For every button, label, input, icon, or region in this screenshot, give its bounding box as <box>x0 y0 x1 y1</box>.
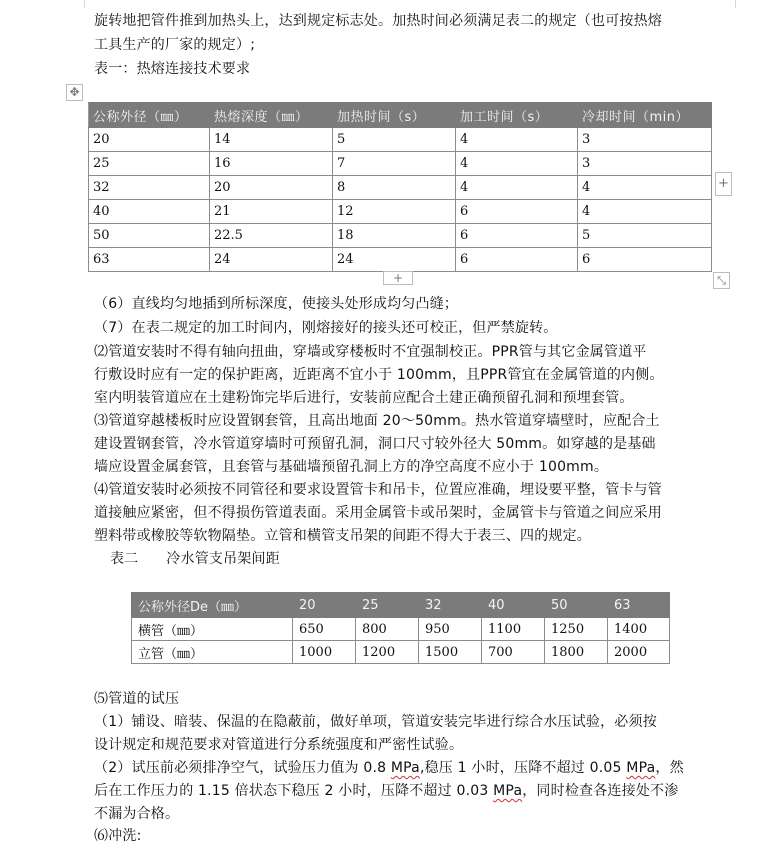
table-cell[interactable]: 22.5 <box>210 224 333 248</box>
table-resize-handle-icon[interactable]: ⤡ <box>713 272 730 289</box>
table-cell[interactable]: 1000 <box>293 641 356 664</box>
spellcheck-flagged-unit[interactable]: MPa <box>626 760 656 776</box>
table-row <box>89 248 712 272</box>
table-cell[interactable]: 6 <box>456 248 578 272</box>
text-run: ，然 <box>655 760 684 776</box>
text-run: ，同时检查各连接处不渗 <box>522 783 679 799</box>
add-row-button[interactable]: + <box>383 271 413 285</box>
table-cell[interactable]: 18 <box>333 224 456 248</box>
row-header-cell[interactable]: 横管（㎜） <box>132 618 293 641</box>
table-cell[interactable]: 5 <box>333 128 456 152</box>
hot-melt-spec-table <box>88 102 712 272</box>
column-header: 32 <box>419 593 482 618</box>
table-cell[interactable]: 1250 <box>545 618 608 641</box>
paragraph-line: 不漏为合格。 <box>94 806 180 822</box>
table-cell[interactable]: 6 <box>456 224 578 248</box>
table-row <box>132 641 670 664</box>
column-header: 加工时间（s） <box>456 103 578 128</box>
table1-caption: 表一：热熔连接技术要求 <box>94 61 251 77</box>
table-cell[interactable]: 3 <box>578 152 712 176</box>
table-cell[interactable]: 1500 <box>419 641 482 664</box>
table-cell[interactable]: 8 <box>333 176 456 200</box>
table-cell[interactable]: 21 <box>210 200 333 224</box>
table-cell[interactable]: 650 <box>293 618 356 641</box>
column-header: 20 <box>293 593 356 618</box>
paragraph-line: （6）直线均匀地插到所标深度，使接头处形成均匀凸缝； <box>94 296 459 312</box>
table-cell[interactable]: 32 <box>89 176 210 200</box>
table-move-handle-icon[interactable]: ✥ <box>66 84 83 101</box>
table-header-row <box>132 593 670 618</box>
table-cell[interactable]: 40 <box>89 200 210 224</box>
table-cell[interactable]: 63 <box>89 248 210 272</box>
column-header: 63 <box>608 593 670 618</box>
table-row <box>89 176 712 200</box>
table-row <box>89 152 712 176</box>
table-row <box>132 618 670 641</box>
table-cell[interactable]: 24 <box>333 248 456 272</box>
table-cell[interactable]: 4 <box>578 176 712 200</box>
column-header: 公称外径（㎜） <box>89 103 210 128</box>
column-header: 热熔深度（㎜） <box>210 103 333 128</box>
table-cell[interactable]: 1400 <box>608 618 670 641</box>
row-header-cell[interactable]: 立管（㎜） <box>132 641 293 664</box>
table-cell[interactable]: 6 <box>456 200 578 224</box>
paragraph-line: 建设置钢套管，冷水管道穿墙时可预留孔洞，洞口尺寸较外径大 50mm。如穿越的是基础 <box>94 436 656 452</box>
paragraph-line <box>94 759 684 777</box>
table-cell[interactable]: 2000 <box>608 641 670 664</box>
table-cell[interactable]: 950 <box>419 618 482 641</box>
paragraph-line: ⑶管道穿越楼板时应设置钢套管，且高出地面 20～50mm。热水管道穿墙壁时，应配合土 <box>94 413 660 429</box>
table-cell[interactable]: 4 <box>456 176 578 200</box>
text-run: ,稳压 1 小时，压降不超过 0.05 <box>419 760 627 776</box>
table-cell[interactable]: 5 <box>578 224 712 248</box>
text-run: （2）试压前必须排净空气，试验压力值为 0.8 <box>94 760 391 776</box>
table2-caption: 表二 冷水管支吊架间距 <box>110 551 280 567</box>
support-spacing-table <box>131 592 670 664</box>
paragraph-line: （1）铺设、暗装、保温的在隐蔽前，做好单项，管道安装完毕进行综合水压试验，必须按 <box>94 714 657 730</box>
table-cell[interactable]: 4 <box>456 152 578 176</box>
spellcheck-flagged-unit[interactable]: MPa <box>493 783 523 799</box>
paragraph-line: 工具生产的厂家的规定）; <box>94 37 256 53</box>
table-row <box>89 128 712 152</box>
table-cell[interactable]: 1100 <box>482 618 545 641</box>
table-cell[interactable]: 700 <box>482 641 545 664</box>
spellcheck-flagged-unit[interactable]: MPa <box>390 760 420 776</box>
table-cell[interactable]: 6 <box>578 248 712 272</box>
page-margin-marks <box>84 0 736 8</box>
table-cell[interactable]: 14 <box>210 128 333 152</box>
paragraph-line: 墙应设置金属套管，且套管与基础墙预留孔洞上方的净空高度不应小于 100mm。 <box>94 459 609 475</box>
paragraph-line: 设计规定和规范要求对管道进行分系统强度和严密性试验。 <box>94 737 464 753</box>
table-cell[interactable]: 1200 <box>356 641 419 664</box>
table-row <box>89 200 712 224</box>
column-header: 冷却时间（min） <box>578 103 712 128</box>
column-header: 25 <box>356 593 419 618</box>
column-header: 50 <box>545 593 608 618</box>
paragraph-line: 道接触应紧密，但不得损伤管道表面。采用金属管卡或吊架时，金属管卡与管道之间应采用 <box>94 505 662 521</box>
table-cell[interactable]: 7 <box>333 152 456 176</box>
paragraph-line: 行敷设时应有一定的保护距离，近距离不宜小于 100mm，且PPR管宜在金属管道的内侧。 <box>94 367 664 383</box>
paragraph-line: ⑷管道安装时必须按不同管径和要求设置管卡和吊卡，位置应准确，埋设要平整，管卡与管 <box>94 482 662 498</box>
table-cell[interactable]: 800 <box>356 618 419 641</box>
paragraph-line: ⑵管道安装时不得有轴向扭曲，穿墙或穿楼板时不宜强制校正。PPR管与其它金属管道平 <box>94 344 647 360</box>
table-cell[interactable]: 50 <box>89 224 210 248</box>
section-heading: ⑸管道的试压 <box>94 691 180 707</box>
paragraph-line: 旋转地把管件推到加热头上，达到规定标志处。加热时间必须满足表二的规定（也可按热熔 <box>94 13 662 29</box>
add-column-button[interactable]: + <box>715 172 732 196</box>
paragraph-line: 塑料带或橡胶等软物隔垫。立管和横管支吊架的间距不得大于表三、四的规定。 <box>94 528 591 544</box>
table-cell[interactable]: 12 <box>333 200 456 224</box>
paragraph-line: （7）在表二规定的加工时间内，刚熔接好的接头还可校正，但严禁旋转。 <box>94 320 558 336</box>
table-cell[interactable]: 4 <box>456 128 578 152</box>
paragraph-line <box>94 782 678 800</box>
section-heading: ⑹冲洗: <box>94 828 142 844</box>
table-cell[interactable]: 24 <box>210 248 333 272</box>
table-cell[interactable]: 20 <box>89 128 210 152</box>
table-header-row <box>89 103 712 128</box>
text-run: 后在工作压力的 1.15 倍状态下稳压 2 小时，压降不超过 0.03 <box>94 783 494 799</box>
table-cell[interactable]: 1800 <box>545 641 608 664</box>
table-cell[interactable]: 25 <box>89 152 210 176</box>
column-header: 40 <box>482 593 545 618</box>
table-cell[interactable]: 16 <box>210 152 333 176</box>
column-header: 加热时间（s） <box>333 103 456 128</box>
table-row <box>89 224 712 248</box>
paragraph-line: 室内明装管道应在土建粉饰完毕后进行，安装前应配合土建正确预留孔洞和预埋套管。 <box>94 390 634 406</box>
column-header: 公称外径De（㎜） <box>132 593 293 618</box>
table-cell[interactable]: 3 <box>578 128 712 152</box>
table-cell[interactable]: 20 <box>210 176 333 200</box>
table-cell[interactable]: 4 <box>578 200 712 224</box>
